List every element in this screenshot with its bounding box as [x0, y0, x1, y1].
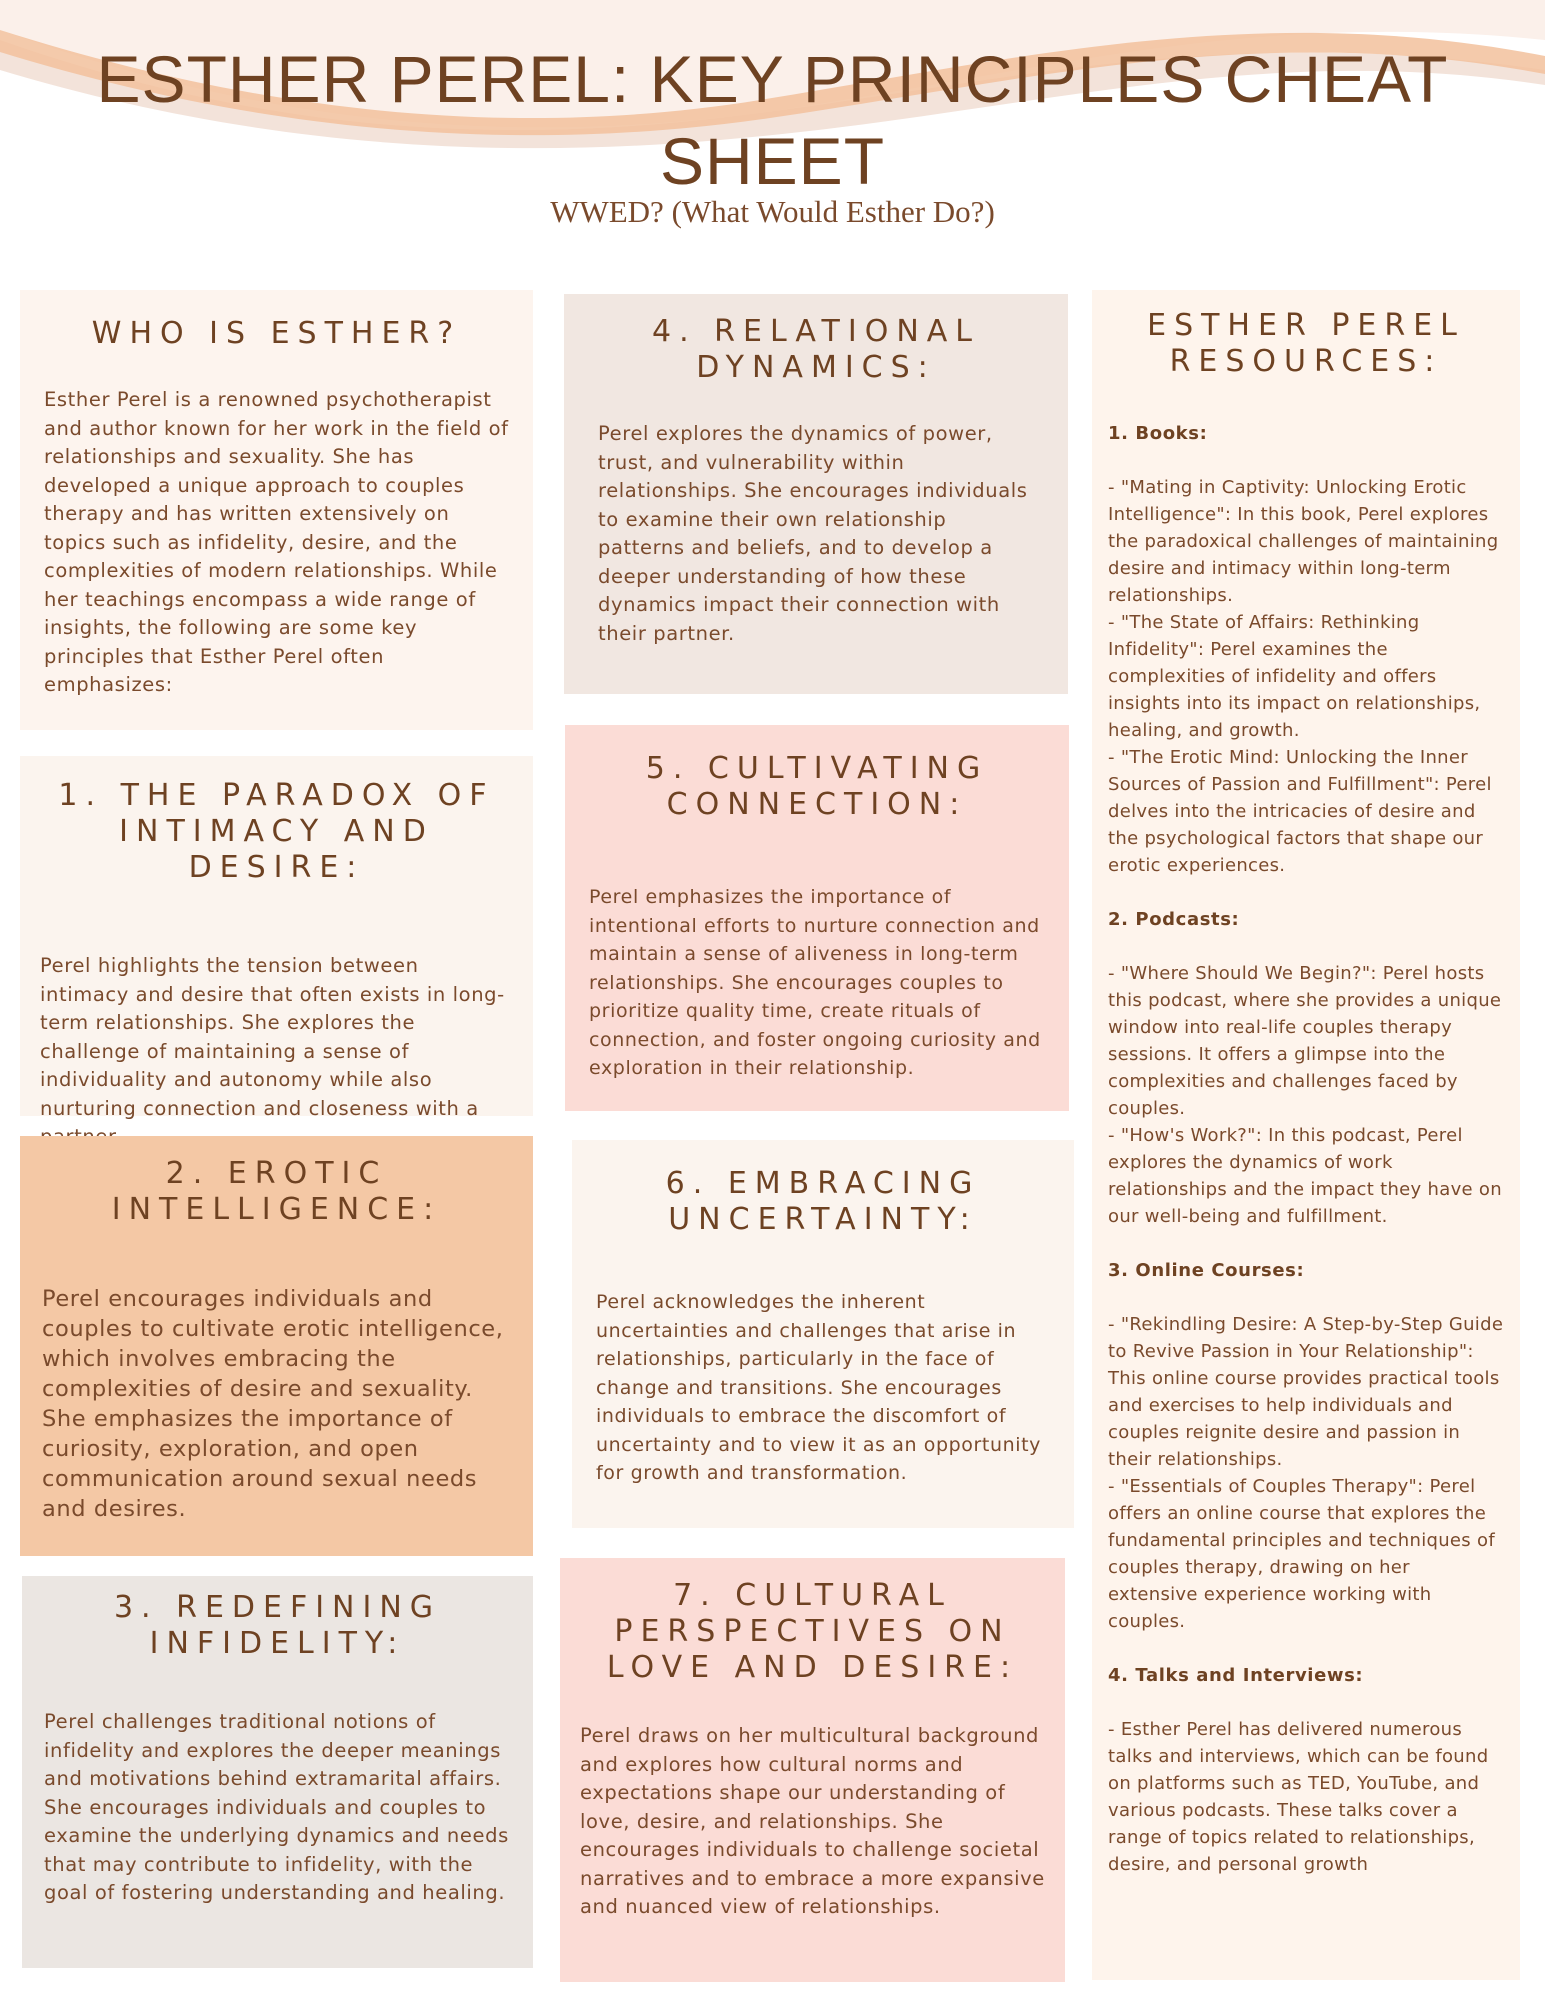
resources-list [1108, 420, 1504, 1878]
resources-card [1092, 290, 1520, 1980]
page-subtitle: WWED? (What Would Esther Do?) [550, 194, 995, 229]
principle-4-body: Perel explores the dynamics of power, trust, and vulnerability within relationships. She encourages individuals to examine their own relationship patterns and beliefs, and to develop a deeper understanding of how these dynamics impact their connection with their partner. [598, 422, 1028, 645]
principle-3-heading: 3. REDEFINING INFIDELITY: [113, 1590, 442, 1661]
principle-6-body: Perel acknowledges the inherent uncertainties and challenges that arise in relationships, particularly in the face of change and transitions. She encourages individuals to embrace the discomfort of uncertainty and to view it as an opportunity for growth and transformation. [596, 1291, 1042, 1484]
podcasts-heading: 2. Podcasts: [1108, 909, 1240, 930]
who-is-esther-card [20, 290, 533, 730]
who-is-esther-body: Esther Perel is a renowned psychotherapist and author known for her work in the field of relationships and sexuality. She has developed a unique approach to couples therapy and has written extensively on topics such as infidelity, desire, and the complexities of modern relationships. While her teachings encompass a wide range of insights, the following are some key principles that Esther Perel often emphasizes: [44, 388, 509, 696]
resources-heading: ESTHER PEREL RESOURCES: [1147, 308, 1465, 379]
principle-5-heading: 5. CULTIVATING CONNECTION: [645, 751, 989, 822]
book-item: - "The State of Affairs: Rethinking Infidelity": Perel examines the complexities of infidelity and offers insights into its impact on relationships, healing, and growth. [1108, 612, 1481, 741]
principle-2-heading: 2. EROTIC INTELLIGENCE: [111, 1156, 442, 1227]
courses-heading: 3. Online Courses: [1108, 1260, 1305, 1281]
course-item: - "Essentials of Couples Therapy": Perel offers an online course that explores the fundamental principles and techniques of couples therapy, drawing on her extensive experience working with couples. [1108, 1476, 1495, 1632]
page-title: ESTHER PEREL: KEY PRINCIPLES CHEAT SHEET [96, 42, 1449, 198]
talk-item: - Esther Perel has delivered numerous talks and interviews, which can be found on platforms such as TED, YouTube, and various podcasts. These talks cover a range of topics related to relationships, desire, and personal growth [1108, 1719, 1489, 1875]
books-heading: 1. Books: [1108, 423, 1208, 444]
principle-4-heading: 4. RELATIONAL DYNAMICS: [651, 314, 981, 385]
principle-1-card [20, 756, 533, 1120]
podcast-item: - "Where Should We Begin?": Perel hosts this podcast, where she provides a unique window into real-life couples therapy sessions. It offers a glimpse into the complexities and challenges faced by couples. [1108, 963, 1502, 1119]
principle-3-card [22, 1576, 533, 1968]
book-item: - "The Erotic Mind: Unlocking the Inner Sources of Passion and Fulfillment": Perel delves into the intricacies of desire and the psychological factors that shape our erotic experiences. [1108, 747, 1492, 876]
principle-2-card [20, 1136, 533, 1556]
principle-7-body: Perel draws on her multicultural background and explores how cultural norms and expectations shape our understanding of love, desire, and relationships. She encourages individuals to challenge societal narratives and to embrace a more expansive and nuanced view of relationships. [580, 1724, 1045, 1918]
talks-heading: 4. Talks and Interviews: [1108, 1665, 1364, 1686]
course-item: - "Rekindling Desire: A Step-by-Step Guide to Revive Passion in Your Relationship": This online course provides practical tools and exercises to help individuals and couples reignite desire and passion in their relationships. [1108, 1314, 1504, 1470]
principle-1-heading: 1. THE PARADOX OF INTIMACY AND DESIRE: [58, 778, 495, 885]
principle-4-card [564, 294, 1068, 694]
principle-5-card [565, 725, 1069, 1111]
principle-7-card [560, 1558, 1065, 1982]
principle-3-body: Perel challenges traditional notions of infidelity and explores the deeper meanings and motivations behind extramarital affairs. She encourages individuals and couples to examine the underlying dynamics and needs that may contribute to infidelity, with the goal of fostering understanding and healing. [44, 1710, 509, 1904]
principle-6-card [572, 1140, 1074, 1528]
principle-7-heading: 7. CULTURAL PERSPECTIVES ON LOVE AND DESIRE: [606, 1578, 1019, 1685]
who-is-esther-heading: WHO IS ESTHER? [91, 316, 462, 351]
principle-5-body: Perel emphasizes the importance of intentional efforts to nurture connection and maintain a sense of aliveness in long-term relationships. She encourages couples to prioritize quality time, create rituals of connection, and foster ongoing curiosity and exploration in their relationship. [589, 886, 1041, 1079]
principle-2-body: Perel encourages individuals and couples to cultivate erotic intelligence, which involves embracing the complexities of desire and sexuality. She emphasizes the importance of curiosity, exploration, and open communication around sexual needs and desires. [42, 1286, 504, 1522]
principle-6-heading: 6. EMBRACING UNCERTAINTY: [665, 1166, 981, 1237]
book-item: - "Mating in Captivity: Unlocking Erotic Intelligence": In this book, Perel explores the paradoxical challenges of maintaining desire and intimacy within long-term relationships. [1108, 477, 1499, 606]
podcast-item: - "How's Work?": In this podcast, Perel explores the dynamics of work relationships and the impact they have on our well-being and fulfillment. [1108, 1125, 1502, 1227]
principle-1-body: Perel highlights the tension between intimacy and desire that often exists in long-term relationships. She explores the challenge of maintaining a sense of individuality and autonomy while also nurturing connection and closeness with a [40, 954, 505, 1120]
